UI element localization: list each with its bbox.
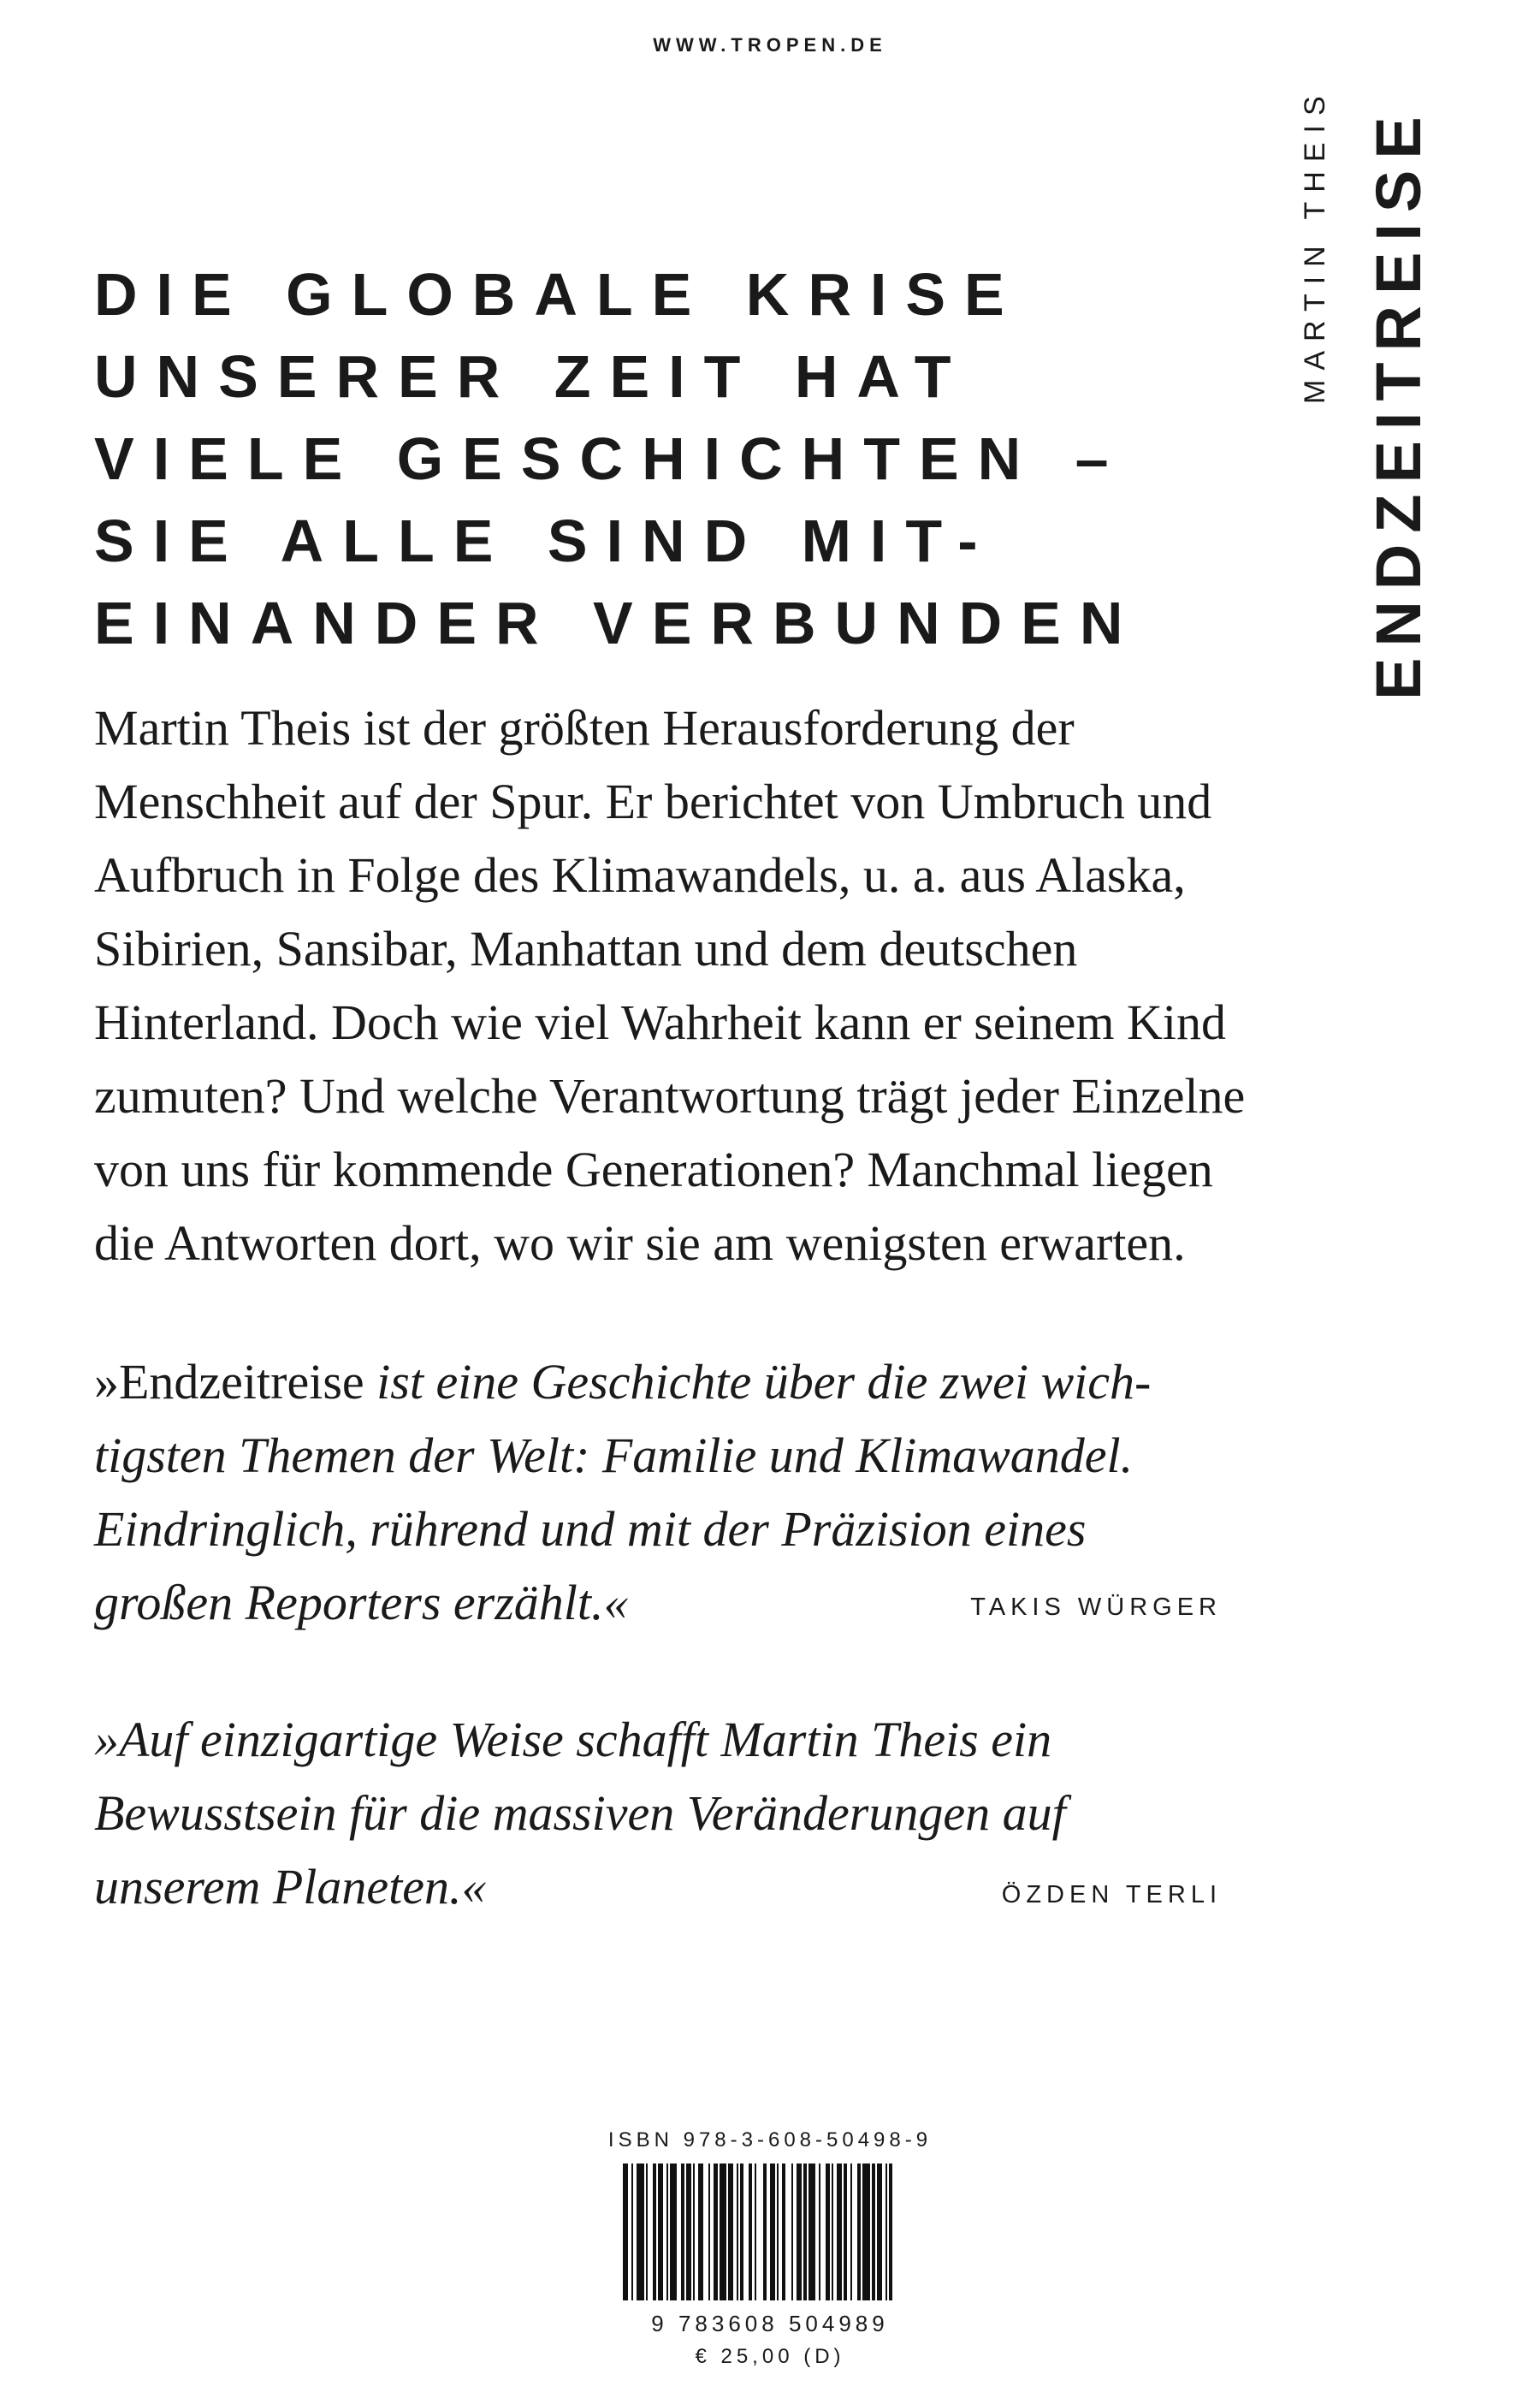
quote-line: Bewusstsein für die massiven Veränderungen auf	[94, 1785, 1066, 1841]
description-line: Aufbruch in Folge des Klimawandels, u. a. aus Alaska,	[94, 847, 1186, 903]
description-line: Hinterland. Doch wie viel Wahrheit kann er seinem Kind	[94, 994, 1227, 1050]
barcode-bar	[720, 2163, 726, 2300]
quote-book-title: »Endzeitreise	[94, 1354, 364, 1410]
barcode-bar	[862, 2163, 869, 2300]
quote-text: ist eine Geschichte über die zwei wich-	[364, 1354, 1152, 1410]
barcode-bar	[808, 2163, 815, 2300]
spine-author-name: MARTIN THEIS	[1299, 86, 1331, 404]
headline-line: UNSERER ZEIT HAT	[94, 343, 970, 410]
description-line: Martin Theis ist der größten Herausforderung der	[94, 700, 1075, 756]
isbn-number: ISBN 978-3-608-50498-9	[607, 2128, 933, 2152]
headline-line: VIELE GESCHICHTEN –	[94, 425, 1128, 492]
headline-line: EINANDER VERBUNDEN	[94, 590, 1142, 656]
description-line: Menschheit auf der Spur. Er berichtet von Umbruch und	[94, 774, 1212, 829]
barcode-bar	[637, 2163, 643, 2300]
description-line: zumuten? Und welche Verantwortung trägt jeder Einzelne	[94, 1068, 1246, 1124]
barcode-digits: 9 783608 504989	[651, 2311, 889, 2336]
barcode-gap	[892, 2163, 897, 2300]
quote-attribution-wuerger: TAKIS WÜRGER	[970, 1594, 1222, 1621]
publisher-website: WWW.TROPEN.DE	[653, 34, 887, 56]
description-line: Sibirien, Sansibar, Manhattan und dem deutschen	[94, 921, 1078, 976]
headline-line: DIE GLOBALE KRISE	[94, 261, 1023, 328]
quote-line: unserem Planeten.«	[94, 1859, 487, 1914]
quote-line	[94, 1345, 1292, 1419]
headline-line: SIE ALLE SIND MIT-	[94, 507, 997, 574]
quote-line: »Auf einzigartige Weise schafft Martin Theis ein	[94, 1712, 1052, 1767]
quote-line: tigsten Themen der Welt: Familie und Klimawandel.	[94, 1427, 1134, 1483]
barcode-gap	[756, 2163, 763, 2300]
quote-attribution-terli: ÖZDEN TERLI	[1001, 1881, 1222, 1908]
description-line: die Antworten dort, wo wir sie am wenigsten erwarten.	[94, 1215, 1186, 1271]
book-description	[94, 691, 1292, 1280]
quote-line: großen Reporters erzählt.«	[94, 1575, 629, 1630]
barcode-bar	[670, 2163, 677, 2300]
spine-book-title: ENDZEITREISE	[1363, 105, 1434, 700]
headline	[94, 253, 1335, 664]
description-line: von uns für kommende Generationen? Manchmal liegen	[94, 1142, 1213, 1197]
quote-line: Eindringlich, rührend und mit der Präzision eines	[94, 1501, 1087, 1557]
barcode-graphic	[623, 2163, 919, 2300]
price-label: € 25,00 (D)	[695, 2345, 845, 2368]
